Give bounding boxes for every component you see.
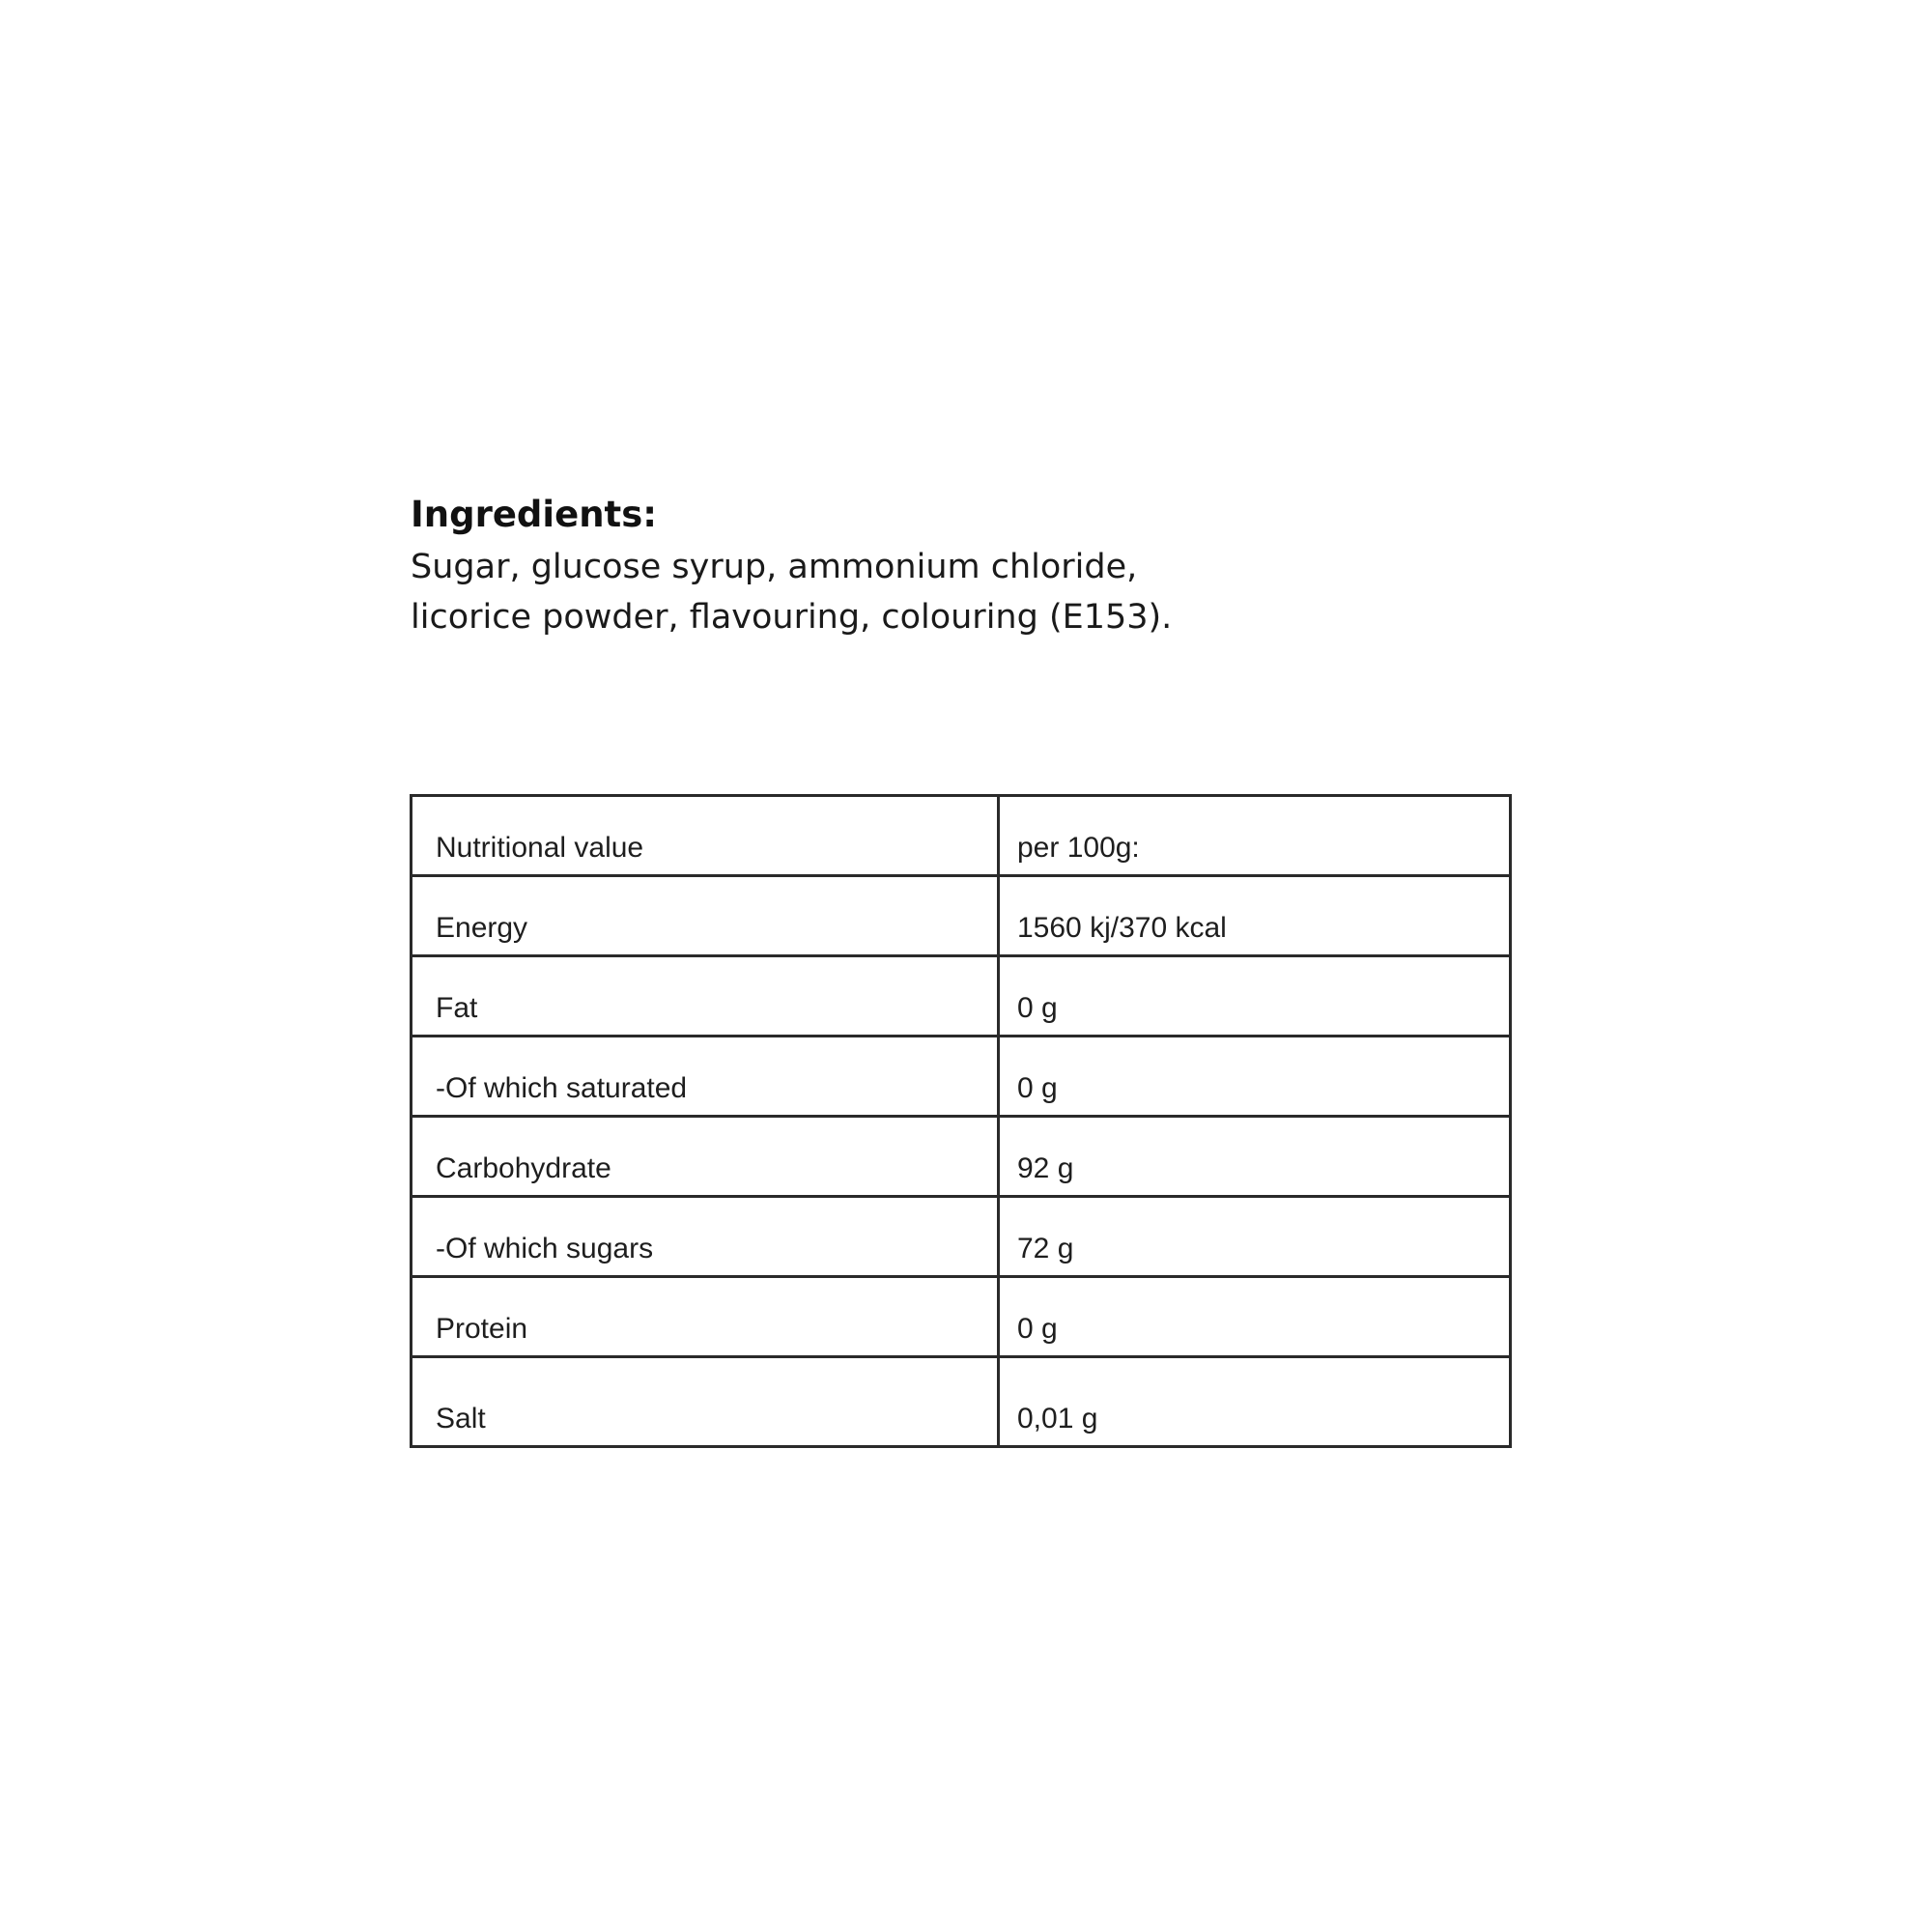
nutrient-value: 72 g — [999, 1197, 1511, 1277]
nutrient-label: Carbohydrate — [412, 1117, 999, 1197]
ingredients-line-1: Sugar, glucose syrup, ammonium chloride, — [411, 548, 1138, 586]
nutrient-label: Protein — [412, 1277, 999, 1357]
nutrient-label: -Of which sugars — [412, 1197, 999, 1277]
table-row — [412, 1277, 1511, 1357]
table-row — [412, 1117, 1511, 1197]
table-row — [412, 1197, 1511, 1277]
nutrient-value: 0 g — [999, 1037, 1511, 1117]
table-row — [412, 876, 1511, 956]
nutrition-table — [410, 794, 1512, 1448]
ingredients-text — [411, 542, 1280, 642]
nutrient-label: Fat — [412, 956, 999, 1037]
nutrient-label: Salt — [412, 1357, 999, 1447]
nutrient-value: 0 g — [999, 1277, 1511, 1357]
nutrition-header-label: Nutritional value — [412, 796, 999, 876]
nutrient-label: -Of which saturated — [412, 1037, 999, 1117]
table-row — [412, 956, 1511, 1037]
nutrient-value: 0 g — [999, 956, 1511, 1037]
nutrient-value: 1560 kj/370 kcal — [999, 876, 1511, 956]
nutrient-value: 92 g — [999, 1117, 1511, 1197]
table-row — [412, 1357, 1511, 1447]
ingredients-section — [411, 488, 1280, 642]
ingredients-line-2: licorice powder, flavouring, colouring (E153). — [411, 598, 1173, 637]
nutrition-header-value: per 100g: — [999, 796, 1511, 876]
ingredients-title: Ingredients: — [411, 494, 658, 535]
table-header-row — [412, 796, 1511, 876]
table-row — [412, 1037, 1511, 1117]
nutrient-label: Energy — [412, 876, 999, 956]
nutrient-value: 0,01 g — [999, 1357, 1511, 1447]
